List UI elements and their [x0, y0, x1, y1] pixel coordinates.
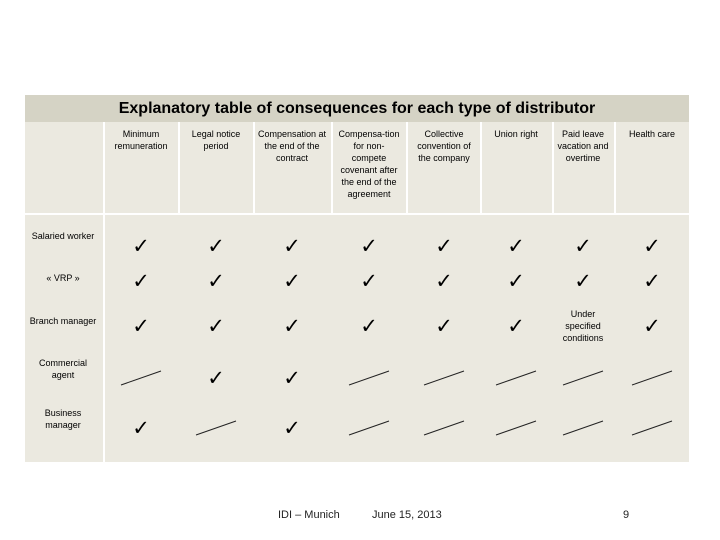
grid-line — [253, 122, 255, 213]
not-applicable-slash — [548, 408, 618, 448]
checkmark-glyph: ✓ — [207, 313, 225, 338]
checkmark-glyph: ✓ — [207, 268, 225, 293]
column-header: Legal notice period — [191, 129, 241, 151]
checkmark-icon — [334, 306, 404, 346]
grid-line — [178, 122, 180, 213]
slash-icon — [630, 368, 674, 388]
checkmark-icon — [257, 261, 327, 301]
checkmark-icon — [617, 261, 687, 301]
checkmark-icon — [257, 306, 327, 346]
checkmark-glyph: ✓ — [132, 268, 150, 293]
footer-date: June 15, 2013 — [372, 509, 442, 521]
checkmark-icon — [481, 261, 551, 301]
grid-line — [25, 213, 689, 215]
checkmark-glyph: ✓ — [435, 233, 453, 258]
checkmark-icon — [106, 408, 176, 448]
checkmark-icon — [334, 261, 404, 301]
slash-icon — [561, 418, 605, 438]
column-header: Union right — [494, 129, 538, 139]
checkmark-glyph: ✓ — [360, 313, 378, 338]
checkmark-glyph: ✓ — [283, 365, 301, 390]
checkmark-icon — [106, 261, 176, 301]
checkmark-glyph: ✓ — [283, 415, 301, 440]
slash-icon — [494, 368, 538, 388]
checkmark-icon — [481, 226, 551, 266]
checkmark-icon — [409, 261, 479, 301]
footer-organization: IDI – Munich — [278, 509, 340, 521]
not-applicable-slash — [334, 358, 404, 398]
slash-icon — [422, 368, 466, 388]
not-applicable-slash — [106, 358, 176, 398]
checkmark-icon — [257, 226, 327, 266]
not-applicable-slash — [481, 358, 551, 398]
row-label: Branch manager — [29, 316, 97, 326]
checkmark-glyph: ✓ — [360, 268, 378, 293]
table-title: Explanatory table of consequences for each type of distributor — [118, 99, 596, 117]
checkmark-glyph: ✓ — [283, 313, 301, 338]
column-header: Paid leave vacation and overtime — [557, 129, 609, 163]
slash-icon — [347, 418, 391, 438]
not-applicable-slash — [181, 408, 251, 448]
checkmark-icon — [181, 358, 251, 398]
grid-line — [614, 122, 616, 213]
column-header: Compensa-tion for non-compete covenant after the end of the agreement — [338, 129, 400, 199]
not-applicable-slash — [617, 408, 687, 448]
not-applicable-slash — [617, 358, 687, 398]
checkmark-icon — [181, 306, 251, 346]
slash-icon — [630, 418, 674, 438]
checkmark-glyph: ✓ — [643, 233, 661, 258]
not-applicable-slash — [548, 358, 618, 398]
grid-line — [480, 122, 482, 213]
checkmark-glyph: ✓ — [207, 365, 225, 390]
checkmark-icon — [548, 261, 618, 301]
not-applicable-slash — [481, 408, 551, 448]
consequences-table — [25, 122, 689, 462]
not-applicable-slash — [334, 408, 404, 448]
checkmark-glyph: ✓ — [435, 268, 453, 293]
row-label: Business manager — [44, 408, 82, 430]
checkmark-glyph: ✓ — [283, 268, 301, 293]
checkmark-icon — [106, 226, 176, 266]
checkmark-icon — [181, 261, 251, 301]
checkmark-glyph: ✓ — [132, 233, 150, 258]
checkmark-glyph: ✓ — [283, 233, 301, 258]
row-label: « VRP » — [46, 273, 80, 283]
grid-line — [103, 122, 105, 462]
slash-icon — [194, 418, 238, 438]
row-label: Salaried worker — [31, 231, 95, 241]
checkmark-icon — [106, 306, 176, 346]
checkmark-glyph: ✓ — [360, 233, 378, 258]
checkmark-glyph: ✓ — [507, 313, 525, 338]
slash-icon — [422, 418, 466, 438]
checkmark-glyph: ✓ — [435, 313, 453, 338]
slash-icon — [347, 368, 391, 388]
column-header: Minimum remuneration — [114, 129, 168, 151]
slash-icon — [494, 418, 538, 438]
checkmark-glyph: ✓ — [507, 268, 525, 293]
column-header: Collective convention of the company — [417, 129, 471, 163]
checkmark-icon — [409, 306, 479, 346]
slash-icon — [119, 368, 163, 388]
checkmark-glyph: ✓ — [207, 233, 225, 258]
checkmark-icon — [334, 226, 404, 266]
column-header: Health care — [628, 129, 676, 139]
checkmark-icon — [617, 226, 687, 266]
row-label: Commercial agent — [38, 358, 87, 380]
footer-page-number: 9 — [623, 509, 630, 521]
cell-note — [548, 306, 618, 346]
checkmark-icon — [181, 226, 251, 266]
grid-line — [552, 122, 554, 213]
checkmark-icon — [548, 226, 618, 266]
checkmark-glyph: ✓ — [132, 415, 150, 440]
checkmark-icon — [257, 358, 327, 398]
not-applicable-slash — [409, 358, 479, 398]
checkmark-icon — [481, 306, 551, 346]
not-applicable-slash — [409, 408, 479, 448]
checkmark-glyph: ✓ — [507, 233, 525, 258]
grid-line — [331, 122, 333, 213]
grid-line — [406, 122, 408, 213]
checkmark-glyph: ✓ — [643, 313, 661, 338]
cell-note-text: Under specified conditions — [562, 309, 604, 343]
checkmark-icon — [617, 306, 687, 346]
checkmark-icon — [409, 226, 479, 266]
checkmark-glyph: ✓ — [132, 313, 150, 338]
checkmark-glyph: ✓ — [574, 268, 592, 293]
checkmark-glyph: ✓ — [574, 233, 592, 258]
column-header: Compensation at the end of the contract — [257, 129, 327, 163]
table-title-bar — [25, 95, 689, 122]
checkmark-glyph: ✓ — [643, 268, 661, 293]
slash-icon — [561, 368, 605, 388]
checkmark-icon — [257, 408, 327, 448]
